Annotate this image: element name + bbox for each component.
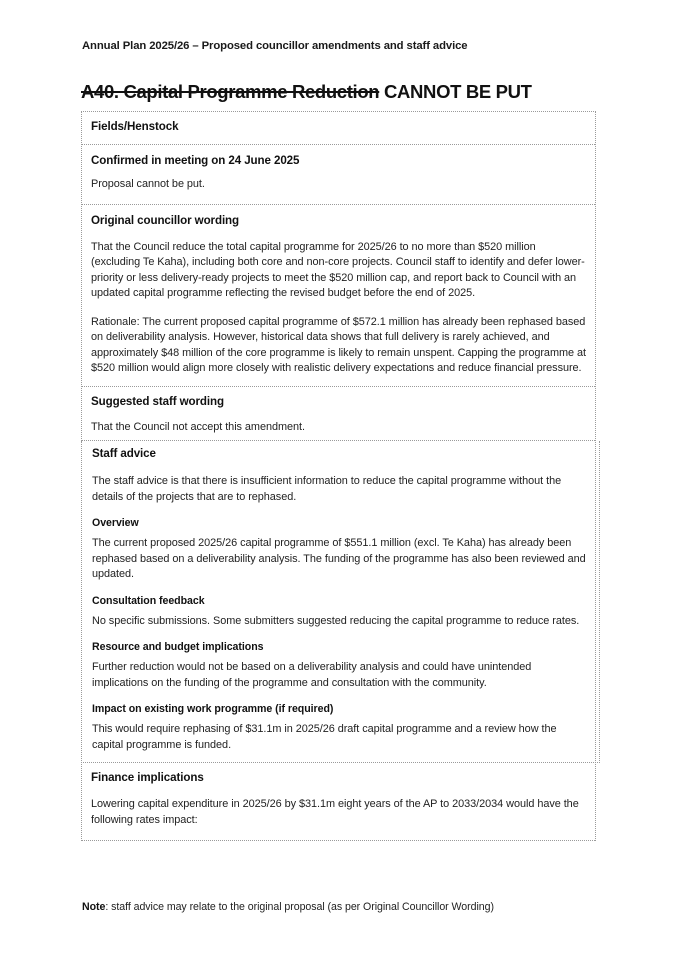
staff-advice-subheading-impact: Impact on existing work programme (if required)	[92, 703, 334, 715]
table-row-original-wording	[82, 205, 595, 387]
finance-implications-heading: Finance implications	[91, 771, 204, 784]
table-row-finance-implications	[82, 763, 595, 841]
page-title-struck-part: A40. Capital Programme Reduction	[81, 81, 380, 102]
staff-advice-body-impact: This would require rephasing of $31.1m in 2025/26 draft capital programme and a review how the capital programme is funded.	[92, 723, 557, 751]
table-row-staff-advice	[81, 441, 600, 763]
page-title	[81, 81, 532, 103]
table-row-suggested-wording	[82, 387, 595, 442]
page-title-plain-part: CANNOT BE PUT	[379, 81, 532, 102]
staff-advice-body-consultation: No specific submissions. Some submitters suggested reducing the capital programme to reduce rates.	[92, 614, 580, 627]
original-wording-paragraph-1: That the Council reduce the total capital programme for 2025/26 to no more than $520 million (excluding Te Kaha), including both core and non-core projects. Council staff to identify and defer lower-priority or less delivery-ready projects to meet the $520 million cap, and report back to Council with an updated capital programme reflecting the revised budget before the end of 2025.	[91, 240, 585, 299]
table-row-councillors	[82, 112, 595, 145]
original-wording-paragraph-2: Rationale: The current proposed capital programme of $572.1 million has already been rephased based on deliverability analysis. However, historical data shows that full delivery is rarely achieved, and approximately $48 million of the core programme is likely to remain unspent. Capping the programme at $520 million would align more closely with realistic delivery expectations and reduce financial pressure.	[91, 315, 586, 374]
confirmed-heading: Confirmed in meeting on 24 June 2025	[91, 154, 300, 167]
staff-advice-intro: The staff advice is that there is insufficient information to reduce the capital programme without the details of the projects that are to rephased.	[92, 475, 562, 503]
document-header: Annual Plan 2025/26 – Proposed councillor amendments and staff advice	[82, 40, 468, 52]
confirmed-body: Proposal cannot be put.	[91, 178, 205, 190]
staff-advice-heading: Staff advice	[92, 447, 156, 460]
suggested-wording-heading: Suggested staff wording	[91, 394, 224, 408]
staff-advice-subheading-consultation: Consultation feedback	[92, 594, 205, 607]
staff-advice-subheading-resource-budget: Resource and budget implications	[92, 641, 264, 653]
amendment-table	[81, 111, 596, 841]
finance-implications-body: Lowering capital expenditure in 2025/26 by $31.1m eight years of the AP to 2033/2034 would have the following rates impact:	[91, 798, 579, 826]
suggested-wording-body: That the Council not accept this amendment.	[91, 420, 305, 433]
footer-note-text: : staff advice may relate to the original proposal (as per Original Councillor Wording)	[105, 901, 494, 913]
original-wording-heading: Original councillor wording	[91, 213, 240, 227]
footer-note	[82, 901, 494, 913]
table-row-confirmed	[82, 145, 595, 205]
footer-note-label: Note	[82, 901, 106, 913]
staff-advice-body-overview: The current proposed 2025/26 capital programme of $551.1 million (excl. Te Kaha) has already been rephased based on a deliverability analysis. The funding of the programme has also been reviewed and updated.	[92, 537, 586, 580]
councillors-heading: Fields/Henstock	[91, 120, 179, 133]
staff-advice-body-resource-budget: Further reduction would not be based on a deliverability analysis and could have unintended implications on the funding of the programme and consultation with the community.	[92, 661, 532, 689]
staff-advice-subheading-overview: Overview	[92, 517, 139, 529]
